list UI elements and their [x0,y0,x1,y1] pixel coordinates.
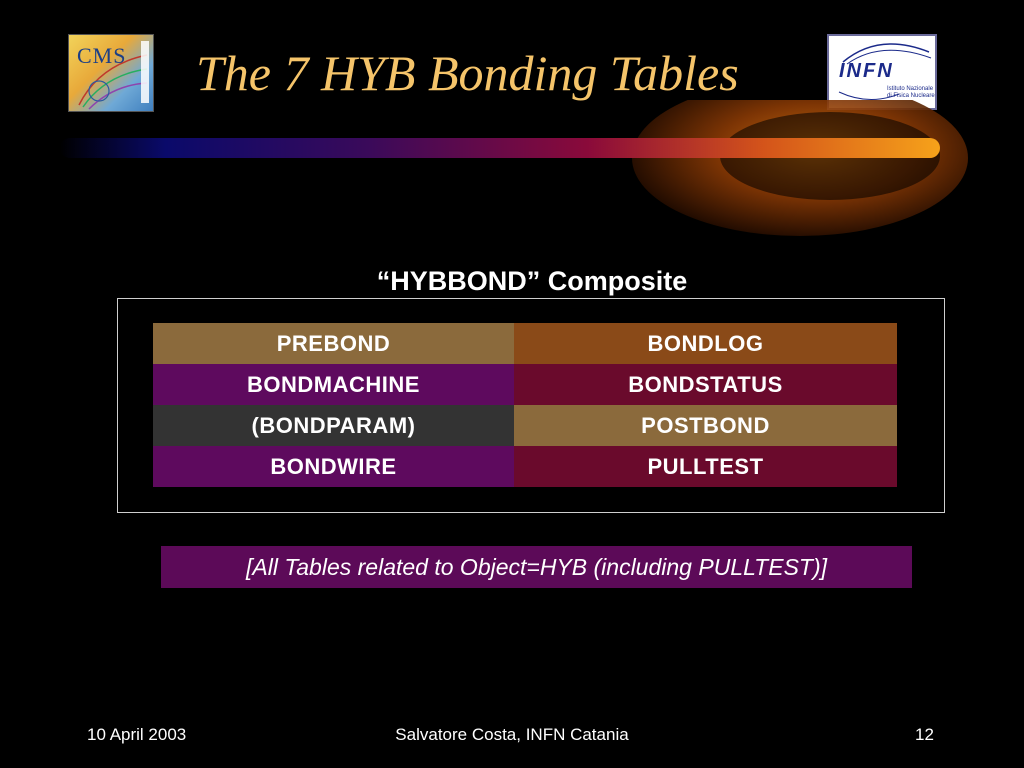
cms-logo-band [141,41,149,103]
table-row [153,446,897,487]
infn-logo-text: INFN [839,60,894,82]
footer-date: 10 April 2003 [87,725,187,744]
table-cell-prebond: PREBOND [153,323,514,364]
footer-author: Salvatore Costa, INFN Catania [395,725,629,744]
table-cell-bondwire: BONDWIRE [153,446,514,487]
table-row [153,323,897,364]
title-swoosh-decoration [0,100,1024,250]
cms-logo-text: CMS [77,43,127,68]
table-cell-bondparam: (BONDPARAM) [153,405,514,446]
table-cell-bondlog: BONDLOG [514,323,897,364]
note-text: [All Tables related to Object=HYB (including PULLTEST)] [245,553,828,580]
table-cell-bondmachine: BONDMACHINE [153,364,514,405]
table-row [153,405,897,446]
infn-logo-subtitle: Istituto Nazionale di Fisica Nucleare [887,86,935,99]
composite-heading: “HYBBOND” Composite [376,266,688,296]
slide-title: The 7 HYB Bonding Tables [196,45,739,101]
bonding-tables-grid [153,323,897,487]
table-row [153,364,897,405]
note-box [161,546,912,588]
table-cell-pulltest: PULLTEST [514,446,897,487]
footer-page-number: 12 [915,725,934,744]
infn-logo-icon [827,34,937,110]
table-cell-bondstatus: BONDSTATUS [514,364,897,405]
table-cell-postbond: POSTBOND [514,405,897,446]
